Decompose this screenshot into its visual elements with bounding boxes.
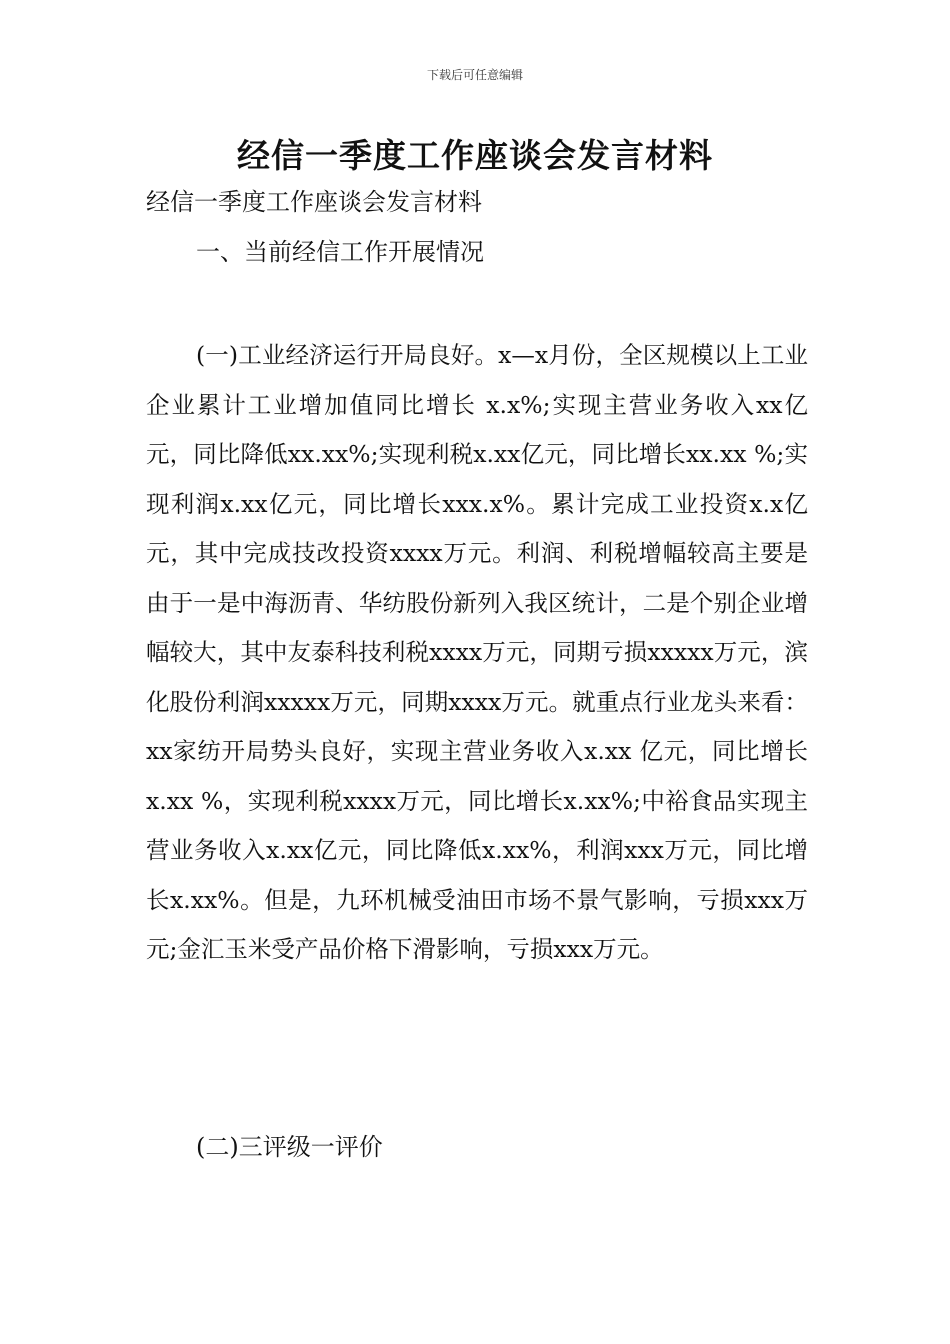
document-title: 经信一季度工作座谈会发言材料 (237, 136, 713, 175)
section-heading-2: (二)三评级一评价 (196, 1133, 383, 1161)
body-paragraph-1: (一)工业经济运行开局良好。x—x月份，全区规模以上工业企业累计工业增加值同比增长 x.x%;实现主营业务收入xx亿元，同比降低xx.xx%;实现利税x.xx亿元，同比增长xx.xx %;实现利润x.xx亿元，同比增长xxx.x%。累计完成工业投资x.x亿元，其中完成技改投资xxxx万元。利润、利税增幅较高主要是由于一是中海沥青、华纺股份新列入我区统计，二是个别企业增幅较大，其中友泰科技利税xxxx万元，同期亏损xxxxx万元，滨化股份利润xxxxx万元，同期xxxx万元。就重点行业龙头来看：xx家纺开局势头良好，实现主营业务收入x.xx 亿元，同比增长x.xx %，实现利税xxxx万元，同比增长x.xx%;中裕食品实现主营业务收入x.xx亿元，同比降低x.xx%，利润xxx万元，同比增长x.xx%。但是，九环机械受油田市场不景气影响，亏损xxx万元;金汇玉米受产品价格下滑影响，亏损xxx万元。 (146, 341, 808, 963)
document-subtitle: 经信一季度工作座谈会发言材料 (146, 188, 482, 216)
page-header-note: 下载后可任意编辑 (426, 68, 523, 82)
section-heading-1: 一、当前经信工作开展情况 (196, 238, 484, 266)
